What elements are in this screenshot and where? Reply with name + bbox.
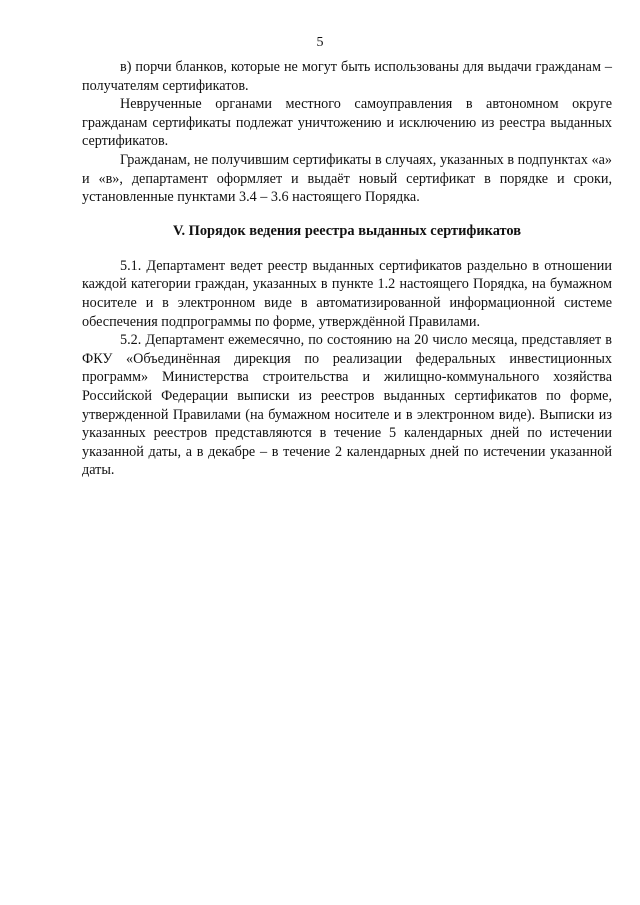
paragraph-item-v: в) порчи бланков, которые не могут быть использованы для выдачи гражданам – получателям сертификатов. (82, 59, 612, 94)
paragraph-5-2: 5.2. Департамент ежемесячно, по состоянию на 20 число месяца, представляет в ФКУ «Объединённая дирекция по реализации федеральных инвестиционных программ» Министерства строительства и жилищно-коммунального хозяйства Российской Федерации выписки из реестров выданных сертификатов по форме, утвержденной Правилами (на бумажном носителе и в электронном виде). Выписки из указанных реестров представляются в течение 5 календарных дней по истечении указанной даты, а в декабре – в течение 2 календарных дней по истечении указанной даты. (82, 332, 612, 479)
page-number: 5 (316, 35, 324, 50)
paragraph-undelivered-certificates: Неврученные органами местного самоуправления в автономном округе гражданам сертификаты подлежат уничтожению и исключению из реестра выданных сертификатов. (82, 96, 612, 150)
paragraph-5-1: 5.1. Департамент ведет реестр выданных сертификатов раздельно в отношении каждой категории граждан, указанных в пункте 1.2 настоящего Порядка, на бумажном носителе и в электронном виде в автоматизированной информационной системе обеспечения подпрограммы по форме, утверждённой Правилами. (82, 257, 612, 330)
section-heading: V. Порядок ведения реестра выданных сертификатов (172, 222, 522, 239)
paragraph-reissue-certificates: Гражданам, не получившим сертификаты в случаях, указанных в подпунктах «а» и «в», департамент оформляет и выдаёт новый сертификат в порядке и сроки, установленные пунктами 3.4 – 3.6 настоящего Порядка. (82, 151, 612, 206)
document-body (82, 58, 612, 480)
